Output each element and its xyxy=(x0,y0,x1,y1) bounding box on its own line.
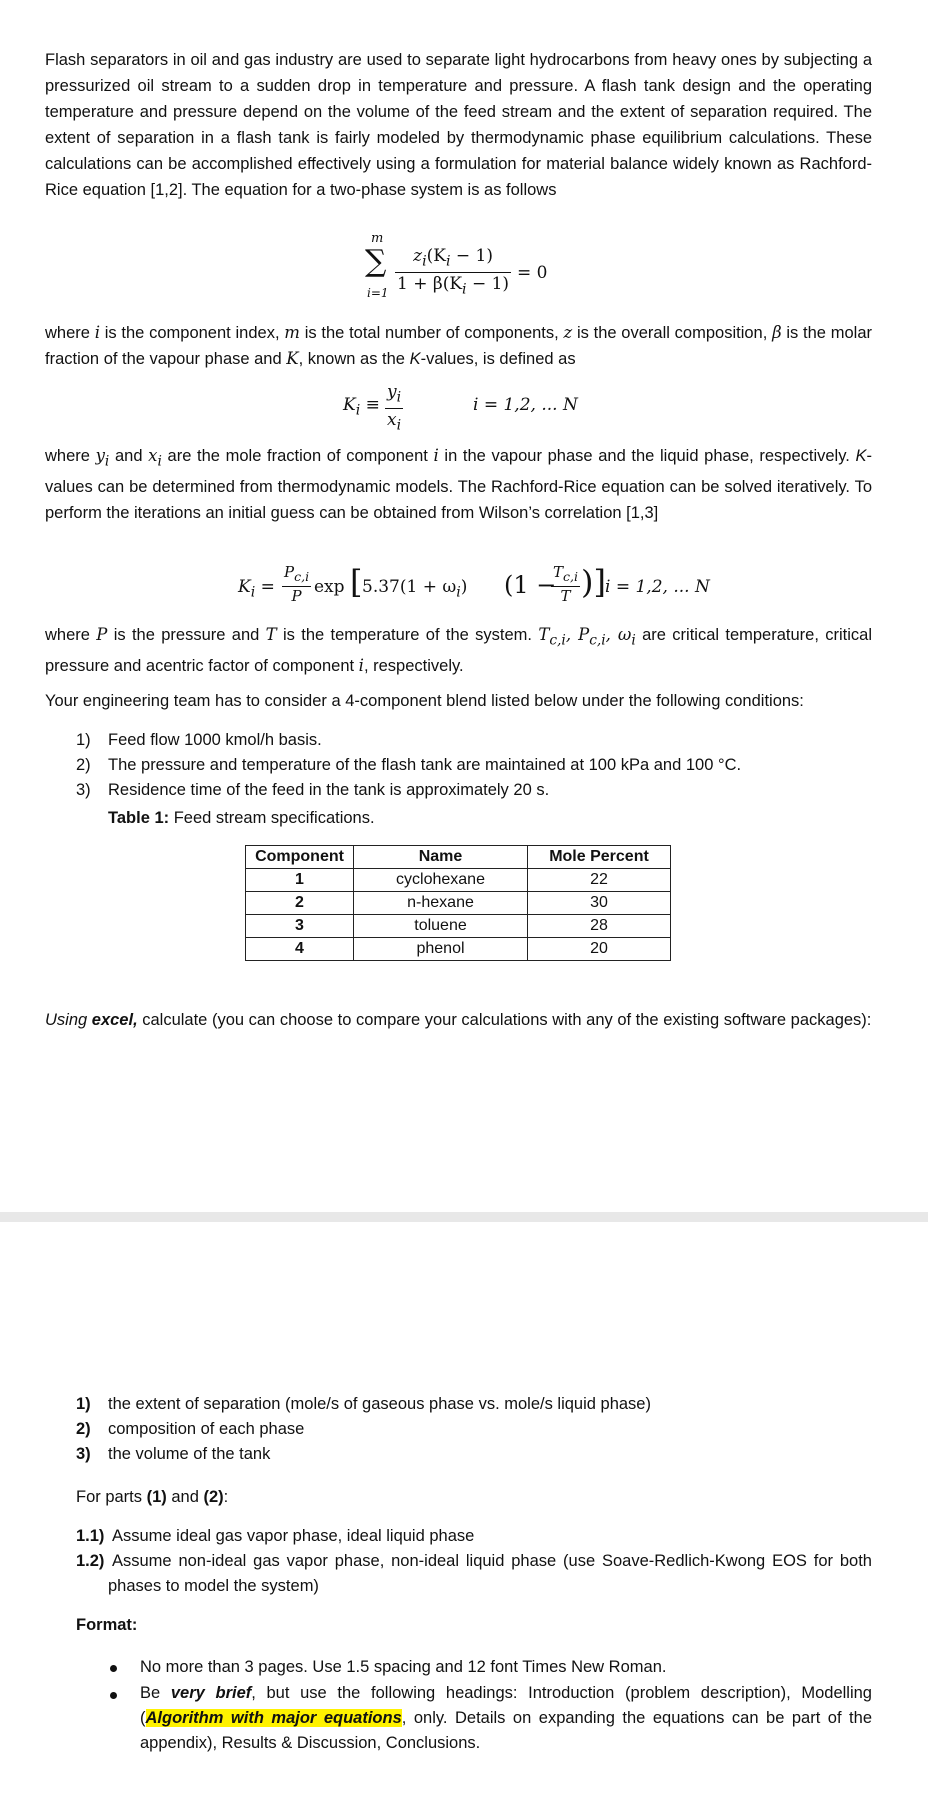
where-paragraph-3: where P is the pressure and T is the temperature of the system. $T_{c,i}$, $P_{c,i}$, $\omega_i$ are critical temperature, critical pressure and acentric factor of component i, respectively. xyxy=(45,625,873,676)
for-parts-line: For parts (1) and (2): xyxy=(76,1488,229,1506)
table-row: 1 cyclohexane 22 xyxy=(246,869,671,892)
team-paragraph: Your engineering team has to consider a 4-component blend listed below under the following conditions: xyxy=(45,692,804,710)
wilson-inner-term: 5.37(1 + ω xyxy=(362,577,457,597)
document-page-2 xyxy=(0,1222,928,1802)
column-header: Mole Percent xyxy=(528,846,671,869)
list-item: 1) the extent of separation (mole/s of gaseous phase vs. mole/s liquid phase) xyxy=(76,1395,651,1413)
highlighted-text: Algorithm with major equations xyxy=(145,1709,402,1727)
k-value-definition: $K_i$ ≡ $\frac{y_i}{x_i}$ i = 1,2, ... N xyxy=(343,381,703,433)
list-item: 1.2) Assume non-ideal gas vapor phase, non-ideal liquid phase (use Soave-Redlich-Kwong EOS for both phases to model the system) xyxy=(76,1552,872,1595)
rr-rhs: = 0 xyxy=(517,263,548,283)
sum-upper-limit: m xyxy=(371,231,384,246)
rachford-rice-equation xyxy=(365,231,575,307)
excel-paragraph: Using excel, calculate (you can choose to compare your calculations with any of the existing software packages): xyxy=(45,1011,872,1029)
table-header-row xyxy=(246,846,671,869)
k-index-range: i = 1,2, ... N xyxy=(473,395,578,415)
column-header: Component xyxy=(246,846,354,869)
wilson-correlation-equation: $K_i$ = $\frac{P_{c,i}}{P}$ exp [ $5.37(1 + \omega_i)$ (1 − $\frac{T_{c,i}}{T}$ )] i = 1,2, ... N xyxy=(238,563,710,605)
wilson-index-range: i = 1,2, ... N xyxy=(605,577,710,597)
list-item: 2) composition of each phase xyxy=(76,1420,305,1438)
bullet-icon xyxy=(110,1665,117,1672)
rr-numerator-z: z xyxy=(413,246,423,266)
sum-symbol: ∑ xyxy=(365,244,387,279)
table-row: 4 phenol 20 xyxy=(246,938,671,961)
table-caption: Table 1: Feed stream specifications. xyxy=(108,809,375,827)
feed-stream-table xyxy=(245,845,671,961)
intro-paragraph: Flash separators in oil and gas industry are used to separate light hydrocarbons from heavy ones by subjecting a pressurized oil stream to a sudden drop in temperature and pressure. A flash tank design and the operating temperature and pressure depend on the volume of the feed stream and the extent of separation required. The extent of separation in a flash tank is fairly modeled by thermodynamic phase equilibrium calculations. These calculations can be accomplished effectively using a formulation for material balance widely known as Rachford-Rice equation [1,2]. The equation for a two-phase system is as follows xyxy=(45,51,872,199)
k-denominator: x xyxy=(387,410,397,431)
where-paragraph-2: where $y_i$ and $x_i$ are the mole fraction of component i in the vapour phase and the liquid phase, respectively. K-values can be determined from thermodynamic models. The Rachford-Rice equation can be solved iteratively. To perform the iterations an initial guess can be obtained from Wilson’s correlation [1,3] xyxy=(45,446,872,523)
list-item: 1) Feed flow 1000 kmol/h basis. xyxy=(76,731,322,749)
k-fraction: $\frac{y_i}{x_i}$ xyxy=(387,382,402,434)
wilson-k-symbol: K xyxy=(238,577,251,597)
rr-numerator-k: (K xyxy=(426,246,446,266)
list-item: 3) the volume of the tank xyxy=(76,1445,271,1463)
where-paragraph-1: where i is the component index, m is the total number of components, z is the overall composition, β is the molar fraction of the vapour phase and K, known as the K-values, is defined as xyxy=(45,323,872,368)
k-numerator: y xyxy=(387,382,397,402)
table-row: 3 toluene 28 xyxy=(246,915,671,938)
table-row: 2 n-hexane 30 xyxy=(246,892,671,915)
k-symbol: K xyxy=(343,395,356,415)
list-item: 1.1) Assume ideal gas vapor phase, ideal liquid phase xyxy=(76,1527,475,1545)
temperature-ratio: $\frac{T_{c,i}}{T}$ xyxy=(553,563,578,605)
format-heading: Format: xyxy=(76,1616,138,1634)
list-item: 3) Residence time of the feed in the tank is approximately 20 s. xyxy=(76,781,550,799)
conditions-list xyxy=(76,728,872,803)
pressure-ratio: $\frac{P_{c,i}}{P}$ xyxy=(284,563,310,605)
format-bullet-1: No more than 3 pages. Use 1.5 spacing and 12 font Times New Roman. xyxy=(140,1658,667,1676)
page-separator xyxy=(0,1212,928,1222)
rr-denominator: 1 + β(K xyxy=(397,274,463,295)
exp-function: exp xyxy=(314,577,345,597)
sum-lower-limit: i=1 xyxy=(367,286,389,300)
column-header: Name xyxy=(354,846,528,869)
format-bullet-2: Be very brief, but use the following headings: Introduction (problem description), Modelling (Algorithm with major equations, only. Details on expanding the equations can be part of the appendix), Results & Discussion, Conclusions. xyxy=(140,1684,872,1752)
assumptions-list xyxy=(76,1524,872,1599)
parts-list xyxy=(76,1392,872,1467)
list-item: 2) The pressure and temperature of the flash tank are maintained at 100 kPa and 100 °C. xyxy=(76,756,742,774)
rr-fraction: $\frac{z_i(K_i - 1)}{1 + \beta(K_i - 1)}$ xyxy=(397,246,510,298)
bullet-icon xyxy=(110,1692,117,1699)
